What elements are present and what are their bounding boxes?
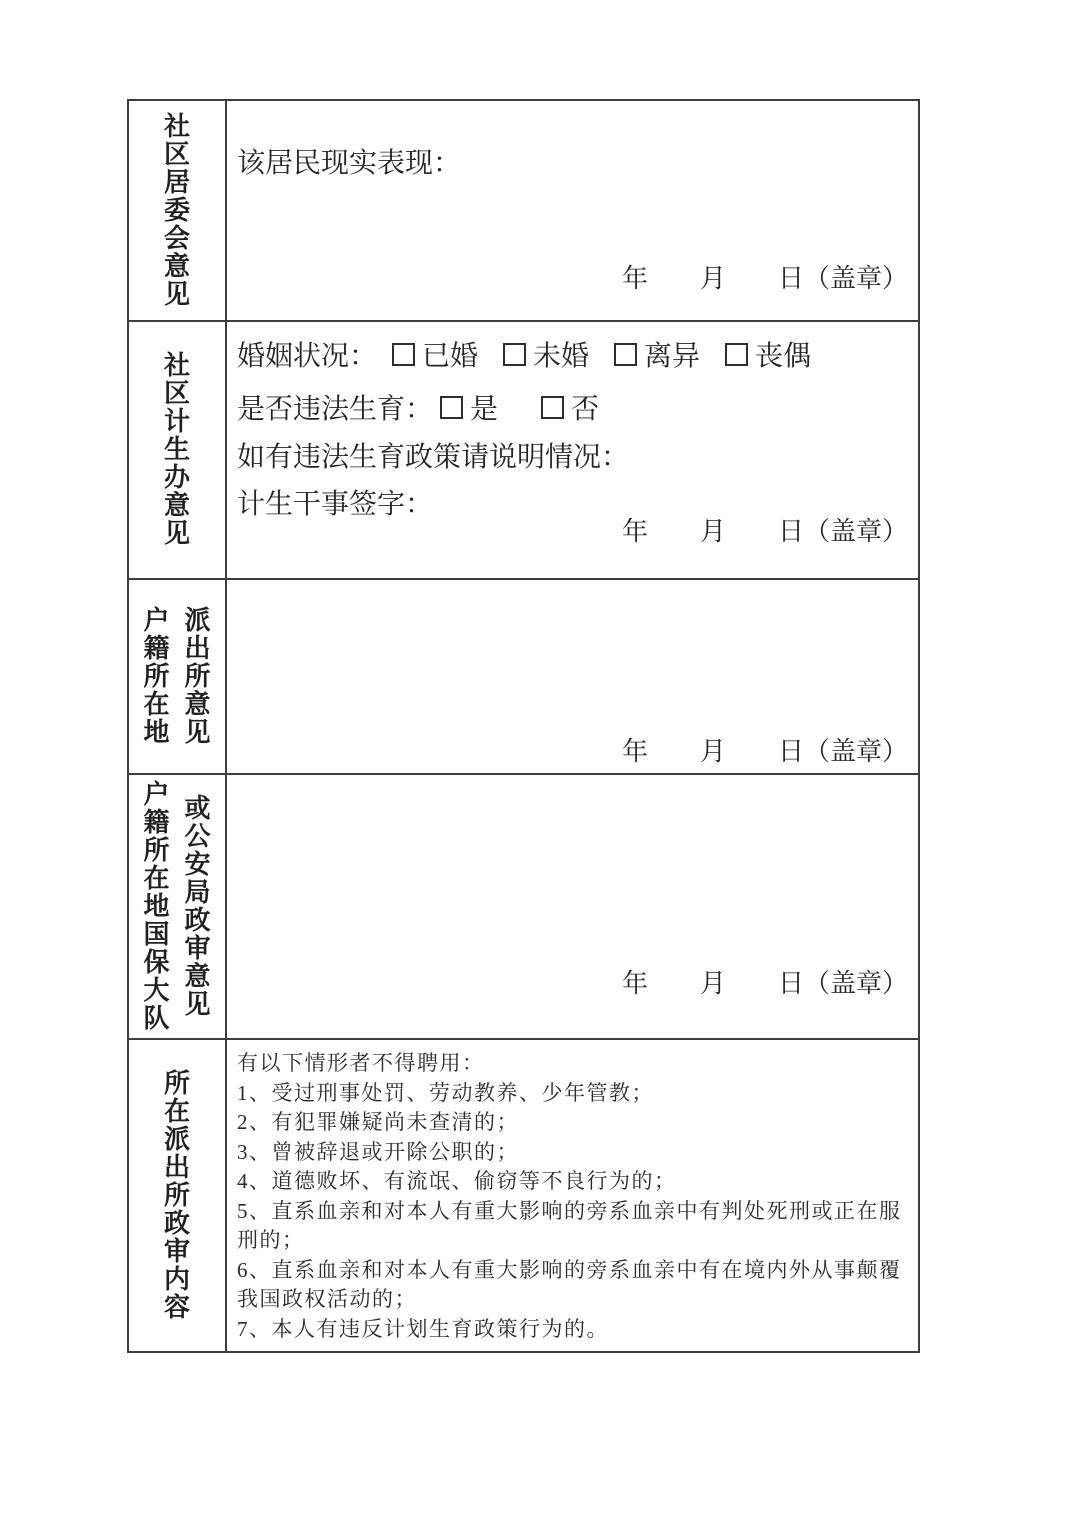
review-criteria-item: 3、曾被辞退或开除公职的； — [237, 1139, 519, 1164]
vertical-label-right: 或 公 安 局 政 审 意 见 — [184, 793, 211, 1019]
date-stamp-line: 年 月 日（盖章） — [621, 969, 908, 998]
police-station-content — [227, 580, 918, 773]
review-criteria-item: 6、直系血亲和对本人有重大影响的旁系血亲中有在境内外从事颠覆我国政权活动的； — [237, 1257, 902, 1311]
row-police-station-opinion — [129, 580, 918, 775]
row-state-security-opinion — [129, 775, 918, 1040]
row-community-committee-opinion — [129, 101, 918, 322]
checkbox-option-widowed[interactable]: 丧偶 — [725, 341, 811, 372]
checkbox-option-no[interactable]: 否 — [541, 394, 599, 425]
review-criteria-item: 4、道德败坏、有流氓、偷窃等不良行为的； — [237, 1169, 677, 1193]
state-security-content — [227, 775, 918, 1038]
vertical-label: 社 区 计 生 办 意 见 — [163, 351, 190, 548]
review-criteria-item: 2、有犯罪嫌疑尚未查清的； — [237, 1110, 519, 1134]
review-criteria-item: 1、受过刑事处罚、劳动教养、少年管教； — [237, 1080, 654, 1105]
label-police-station — [129, 580, 227, 773]
illegal-birth-line — [237, 395, 599, 425]
checkbox-icon[interactable] — [725, 343, 748, 366]
label-political-review-content — [129, 1040, 227, 1351]
row-family-planning-opinion — [129, 322, 918, 580]
review-criteria-heading: 有以下情形者不得聘用： — [237, 1051, 485, 1075]
marital-status-label: 婚姻状况： — [237, 341, 378, 372]
vertical-label: 所 在 派 出 所 政 审 内 容 — [163, 1068, 190, 1322]
checkbox-icon[interactable] — [614, 343, 637, 366]
vertical-label-right: 派 出 所 意 见 — [184, 605, 211, 747]
vertical-label-left: 户 籍 所 在 地 — [143, 605, 170, 747]
review-criteria-item: 5、直系血亲和对本人有重大影响的旁系血亲中有判处死刑或正在服刑的； — [237, 1198, 902, 1252]
label-family-planning-office — [129, 322, 227, 578]
resident-performance-label: 该居民现实表现： — [237, 148, 462, 179]
illegal-birth-label: 是否违法生育： — [237, 394, 434, 425]
checkbox-option-yes[interactable]: 是 — [440, 394, 498, 425]
political-review-text — [227, 1040, 923, 1351]
vertical-label: 社 区 居 委 会 意 见 — [163, 111, 190, 309]
checkbox-icon[interactable] — [541, 396, 564, 419]
date-stamp-line: 年 月 日（盖章） — [621, 517, 908, 546]
review-criteria-list — [227, 1040, 923, 1344]
label-community-committee — [129, 101, 227, 320]
checkbox-icon[interactable] — [503, 343, 526, 366]
label-state-security-brigade — [129, 775, 227, 1038]
explain-situation-label: 如有违法生育政策请说明情况： — [237, 442, 630, 473]
checkbox-option-divorced[interactable]: 离异 — [614, 341, 700, 372]
checkbox-option-unmarried[interactable]: 未婚 — [503, 341, 589, 372]
checkbox-icon[interactable] — [392, 343, 415, 366]
date-stamp-line: 年 月 日（盖章） — [621, 737, 908, 766]
review-criteria-item: 7、本人有违反计划生育政策行为的。 — [237, 1316, 609, 1341]
checkbox-option-married[interactable]: 已婚 — [392, 341, 478, 372]
vertical-label-left: 户 籍 所 在 地 国 保 大 队 — [143, 779, 170, 1033]
row-political-review-content — [129, 1040, 918, 1351]
political-review-form-table — [127, 99, 920, 1353]
checkbox-icon[interactable] — [440, 396, 463, 419]
marital-status-line — [237, 342, 811, 372]
officer-signature-label: 计生干事签字： — [237, 489, 434, 520]
community-committee-content — [227, 101, 918, 320]
date-stamp-line: 年 月 日（盖章） — [621, 264, 908, 293]
family-planning-content — [227, 322, 918, 578]
